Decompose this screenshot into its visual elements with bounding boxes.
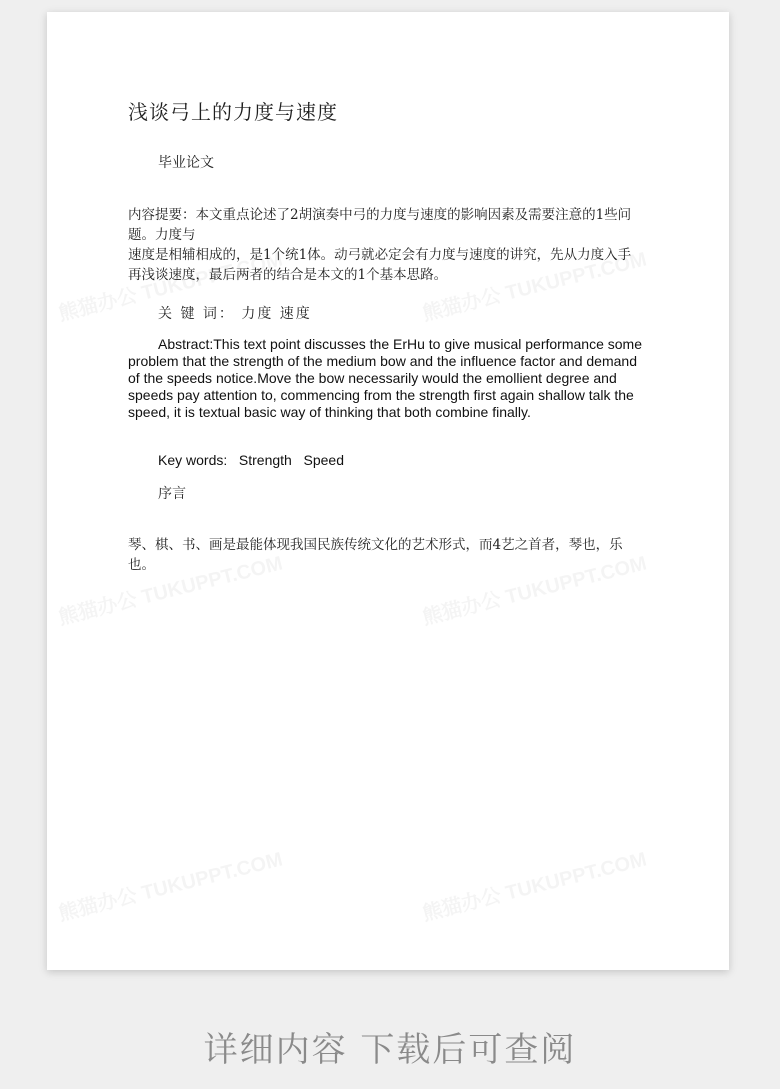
watermark bbox=[55, 843, 285, 927]
keywords-chinese: 关 键 词： 力度 速度 bbox=[158, 306, 312, 322]
summary-line: 速度是相辅相成的，是1个统1体。动弓就必定会有力度与速度的讲究，先从力度入手再浅谈速度，最后两者的结合是本文的1个基本思路。 bbox=[128, 247, 632, 283]
document-title: 浅谈弓上的力度与速度 bbox=[128, 100, 338, 124]
body-paragraph: 琴、棋、书、画是最能体现我国民族传统文化的艺术形式，而4艺之首者，琴也，乐也。 bbox=[128, 537, 623, 573]
watermark bbox=[419, 843, 649, 927]
download-prompt[interactable]: 详细内容 下载后可查阅 bbox=[203, 1030, 577, 1070]
abstract-paragraph: Abstract:This text point discusses the ErHu to give musical performance some problem that the strength of the medium bow and the influence factor and demand of the speeds notice.Move the bow necessarily would the emollient degree and speeds pay attention to, commencing from the strength first again shallow talk the speed, it is textual basic way of thinking that both combine finally. bbox=[128, 336, 642, 420]
document-subtitle: 毕业论文 bbox=[158, 155, 214, 171]
keywords-english: Key words: Strength Speed bbox=[158, 452, 344, 468]
document-page bbox=[47, 12, 729, 970]
summary-line: 内容提要：本文重点论述了2胡演奏中弓的力度与速度的影响因素及需要注意的1些问题。力度与 bbox=[128, 207, 632, 243]
preface-heading: 序言 bbox=[158, 486, 186, 502]
summary-section bbox=[128, 205, 643, 285]
